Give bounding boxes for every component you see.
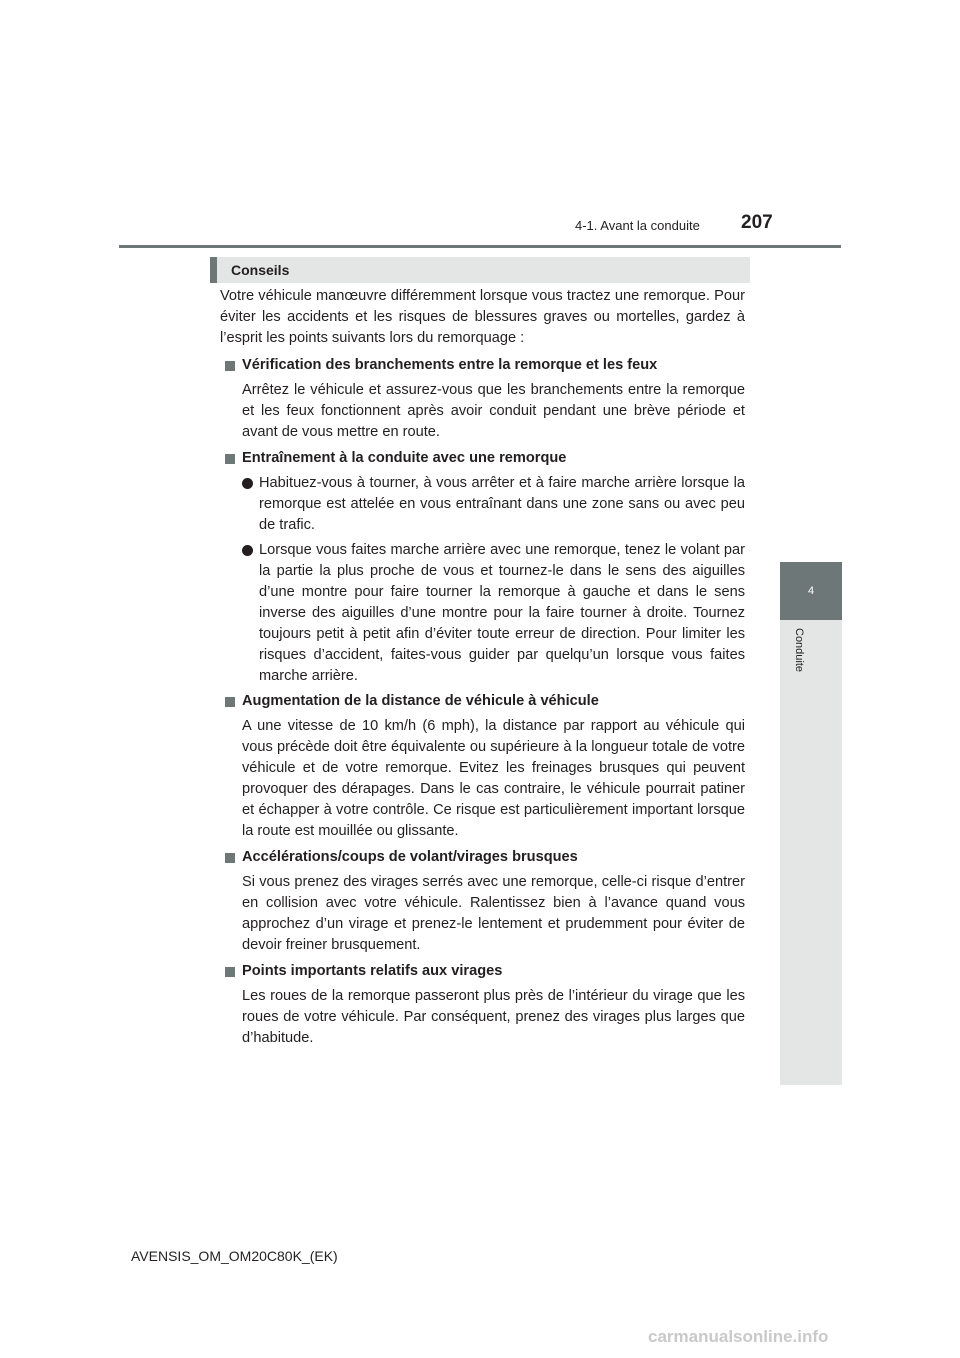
dot-bullet-icon xyxy=(242,545,253,556)
section-title: Conseils xyxy=(231,262,290,278)
topic-turning xyxy=(220,961,745,1049)
topic-acceleration xyxy=(220,847,745,956)
content xyxy=(220,286,745,1054)
square-bullet-icon xyxy=(225,967,235,977)
header-section-title: 4-1. Avant la conduite xyxy=(575,218,700,233)
square-bullet-icon xyxy=(225,454,235,464)
chapter-label: Conduite xyxy=(793,628,805,673)
chapter-number: 4 xyxy=(807,585,815,597)
topic-heading xyxy=(220,847,745,868)
list-item-text: Habituez-vous à tourner, à vous arrêter et à faire marche arrière lorsque la remorque est attelée en vous entraînant dans une zone sans ou avec peu de trafic. xyxy=(259,475,745,533)
list-item xyxy=(220,540,745,687)
page-number: 207 xyxy=(741,212,773,233)
topic-heading-text: Augmentation de la distance de véhicule à véhicule xyxy=(242,693,599,709)
dot-bullet-icon xyxy=(242,478,253,489)
topic-heading xyxy=(220,355,745,376)
square-bullet-icon xyxy=(225,853,235,863)
topic-connections xyxy=(220,355,745,443)
topic-heading xyxy=(220,448,745,469)
chapter-rail xyxy=(780,620,842,1085)
topic-heading xyxy=(220,691,745,712)
section-bar xyxy=(210,257,750,283)
watermark: carmanualsonline.info xyxy=(648,1327,829,1346)
square-bullet-icon xyxy=(225,361,235,371)
intro-paragraph: Votre véhicule manœuvre différemment lorsque vous tractez une remorque. Pour éviter les accidents et les risques de blessures graves ou mortelles, gardez à l’esprit les points suivants lors du remorquage : xyxy=(220,288,745,346)
topic-heading xyxy=(220,961,745,982)
topic-body: Si vous prenez des virages serrés avec une remorque, celle-ci risque d’entrer en collision avec votre véhicule. Ralentissez bien à l’avance quand vous approchez d’un virage et prenez-le lentement et prudemment pour éviter de devoir freiner brusquement. xyxy=(242,874,745,953)
list-item-text: Lorsque vous faites marche arrière avec une remorque, tenez le volant par la partie la plus proche de vous et tournez-le dans le sens des aiguilles d’une montre pour faire tourner la remorque à gauche et dans le sens inverse des aiguilles d’une montre pour la faire tourner à droite. Tournez toujours petit à petit afin d’éviter toute erreur de direction. Pour limiter les risques d’accident, faites-vous guider par quelqu’un lorsque vous faites marche arrière. xyxy=(259,542,745,684)
chapter-tab xyxy=(780,562,842,620)
topic-body: Les roues de la remorque passeront plus près de l’intérieur du virage que les roues de votre véhicule. Par conséquent, prenez des virages plus larges que d’habitude. xyxy=(242,988,745,1046)
list-item xyxy=(220,473,745,536)
footer-doc-code: AVENSIS_OM_OM20C80K_(EK) xyxy=(131,1248,338,1264)
topic-body: A une vitesse de 10 km/h (6 mph), la distance par rapport au véhicule qui vous précède doit être équivalente ou supérieure à la longueur totale de votre véhicule et de votre remorque. Evitez les freinages brusques qui peuvent provoquer des dérapages. Dans le cas contraire, le véhicule pourrait patiner et échapper à votre contrôle. Ce risque est particulièrement important lorsque la route est mouillée ou glissante. xyxy=(242,718,745,839)
topic-heading-text: Accélérations/coups de volant/virages brusques xyxy=(242,849,578,865)
topic-distance xyxy=(220,691,745,842)
topic-heading-text: Entraînement à la conduite avec une remorque xyxy=(242,450,567,466)
topic-training xyxy=(220,448,745,687)
topic-heading-text: Vérification des branchements entre la remorque et les feux xyxy=(242,357,658,373)
header-rule xyxy=(119,245,841,248)
topic-body: Arrêtez le véhicule et assurez-vous que les branchements entre la remorque et les feux fonctionnent après avoir conduit pendant une brève période et avant de vous mettre en route. xyxy=(242,382,745,440)
topic-heading-text: Points importants relatifs aux virages xyxy=(242,963,503,979)
square-bullet-icon xyxy=(225,697,235,707)
